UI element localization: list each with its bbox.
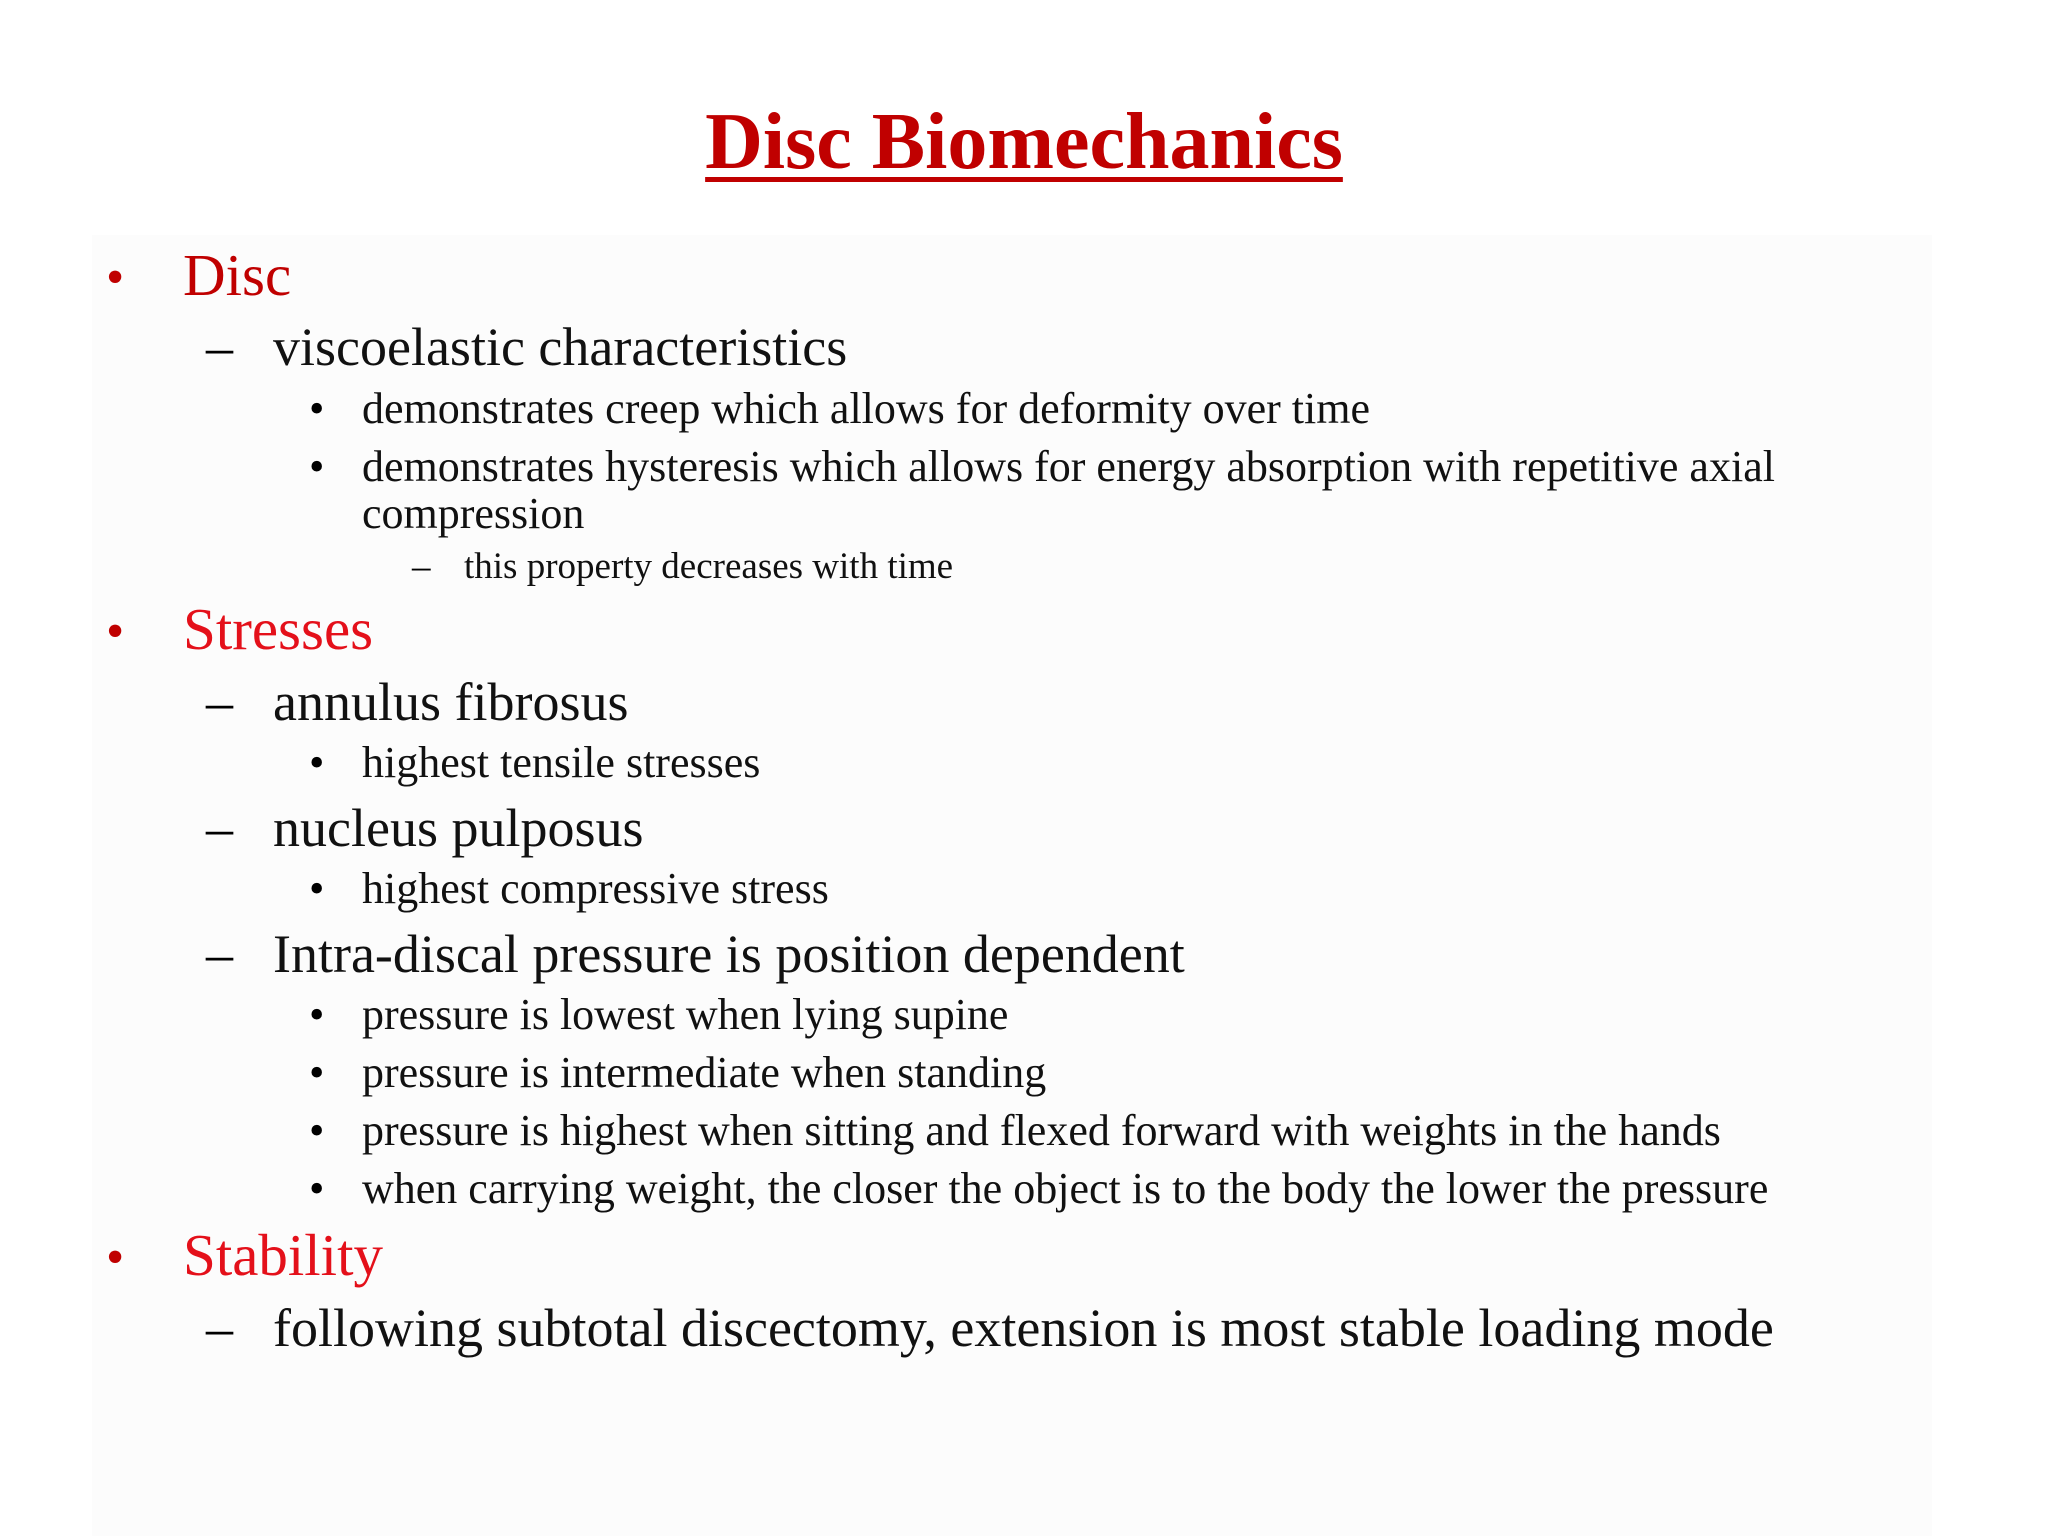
- dash-icon: –: [206, 317, 233, 377]
- bullet-icon: •: [106, 1229, 125, 1286]
- page-title: Disc Biomechanics: [705, 98, 1343, 186]
- item-viscoelastic: viscoelastic characteristics: [273, 317, 848, 377]
- bullet-icon: •: [309, 1106, 325, 1155]
- heading-stresses: Stresses: [183, 596, 374, 662]
- bullet-icon: •: [309, 990, 325, 1039]
- dash-icon: –: [206, 672, 233, 732]
- item-intradiscal: Intra-discal pressure is position dependent: [273, 924, 1185, 984]
- item-hysteresis: demonstrates hysteresis which allows for energy absorption with repetitive axial: [362, 442, 1775, 491]
- item-property-note: this property decreases with time: [464, 546, 954, 587]
- bullet-icon: •: [309, 442, 325, 491]
- item-annulus-detail: highest tensile stresses: [362, 738, 761, 787]
- item-creep: demonstrates creep which allows for deformity over time: [362, 384, 1371, 433]
- bullet-icon: •: [309, 864, 325, 913]
- item-pressure-lowest: pressure is lowest when lying supine: [362, 990, 1009, 1039]
- item-annulus: annulus fibrosus: [273, 672, 629, 732]
- dash-icon: –: [412, 546, 431, 587]
- item-discectomy: following subtotal discectomy, extension is most stable loading mode: [273, 1298, 1774, 1358]
- item-pressure-highest: pressure is highest when sitting and flexed forward with weights in the hands: [362, 1106, 1721, 1155]
- bullet-icon: •: [309, 1164, 325, 1213]
- bullet-icon: •: [106, 603, 125, 660]
- item-pressure-intermediate: pressure is intermediate when standing: [362, 1048, 1047, 1097]
- bullet-icon: •: [309, 738, 325, 787]
- item-nucleus-detail: highest compressive stress: [362, 864, 829, 913]
- bullet-icon: •: [309, 1048, 325, 1097]
- dash-icon: –: [206, 798, 233, 858]
- bullet-icon: •: [106, 249, 125, 306]
- heading-stability: Stability: [183, 1222, 383, 1288]
- bullet-icon: •: [309, 384, 325, 433]
- heading-disc: Disc: [183, 242, 292, 308]
- item-pressure-carrying: when carrying weight, the closer the object is to the body the lower the pressure: [362, 1164, 1769, 1213]
- dash-icon: –: [206, 924, 233, 984]
- item-hysteresis-continued: compression: [362, 489, 585, 538]
- item-nucleus: nucleus pulposus: [273, 798, 644, 858]
- dash-icon: –: [206, 1298, 233, 1358]
